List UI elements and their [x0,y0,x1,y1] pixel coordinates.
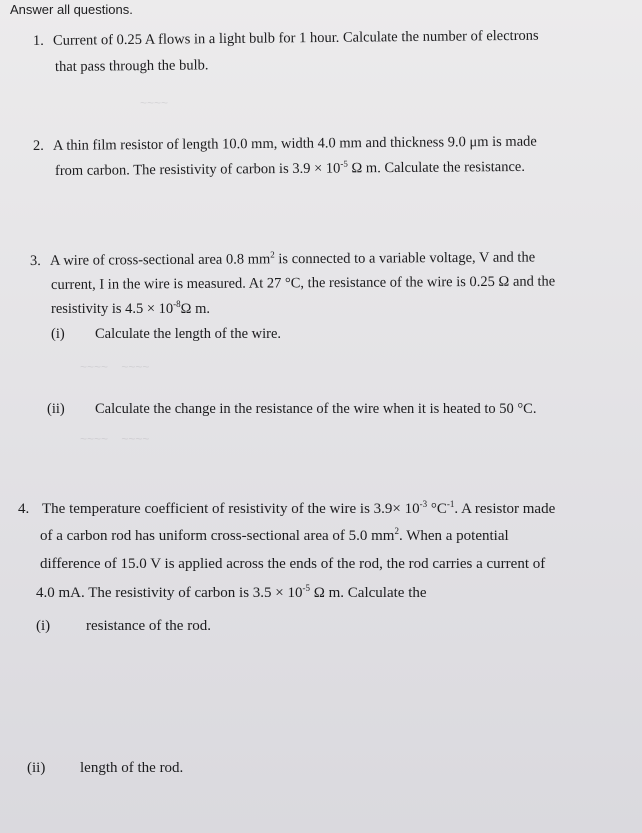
question-4-part-i-text: resistance of the rod. [86,618,211,634]
show-through-mark: ~~~~ ~~~~ [80,432,150,446]
question-4-number: 4. [18,501,30,517]
question-3-line-3: resistivity is $4.5 \times 10^{-8}\Omega$ m. [51,299,210,317]
question-4-line-4: 4.0 mA. The resistivity of carbon is $3.5 \times 10^{-5}$ Ω m. Calculate the [36,583,427,601]
question-3-number: 3. [29,252,41,269]
question-1-number: 1. [32,32,44,49]
question-2-number: 2. [32,137,44,154]
question-3-part-ii-text: Calculate the change in the resistance of the wire when it is heated to 50 °C. [95,401,537,417]
question-3-part-i-label: (i) [51,326,65,342]
question-1-line-2: that pass through the bulb. [54,57,209,75]
question-3-part-i-text: Calculate the length of the wire. [95,326,282,342]
show-through-mark: ~~~~ [140,96,169,110]
question-4-part-i-label: (i) [36,618,51,634]
question-4-line-2: of a carbon rod has uniform cross-sectional area of 5.0 $mm^2$. When a potential [40,526,509,544]
show-through-mark: ~~~~ ~~~~ [80,360,150,374]
question-4-part-i [36,618,211,635]
question-2-line-2: from carbon. The resistivity of carbon is $3.9 \times 10^{-5}$ Ω m. Calculate the resistance. [54,158,525,179]
question-3-line-2: current, I in the wire is measured. At 27 °C, the resistance of the wire is 0.25 Ω and the [50,273,556,293]
question-4-part-ii-text: length of the rod. [80,760,184,776]
question-2-line-1 [33,134,537,155]
question-2-text: A thin film resistor of length 10.0 mm, width 4.0 mm and thickness 9.0 μm is made [52,133,537,154]
question-1-text: Current of 0.25 A flows in a light bulb for 1 hour. Calculate the number of electrons [52,27,539,49]
question-4-part-ii [27,760,183,777]
question-3-line-1: 3. A wire of cross-sectional area 0.8 $mm^2$ is connected to a variable voltage, V and the [29,249,536,269]
question-4-line-1: 4. The temperature coefficient of resistivity of the wire is $3.9\times 10^{-3}$ $^\circ C^{-1}$. A resistor made [18,499,556,517]
question-4-line-3: difference of 15.0 V is applied across the ends of the rod, the rod carries a current of [40,556,546,572]
question-1-line-1 [33,28,539,50]
question-3-part-ii [47,401,536,418]
question-3-part-ii-label: (ii) [47,401,65,417]
page-heading: Answer all questions. [10,2,133,17]
question-4-part-ii-label: (ii) [27,760,46,776]
question-3-part-i [51,326,281,343]
